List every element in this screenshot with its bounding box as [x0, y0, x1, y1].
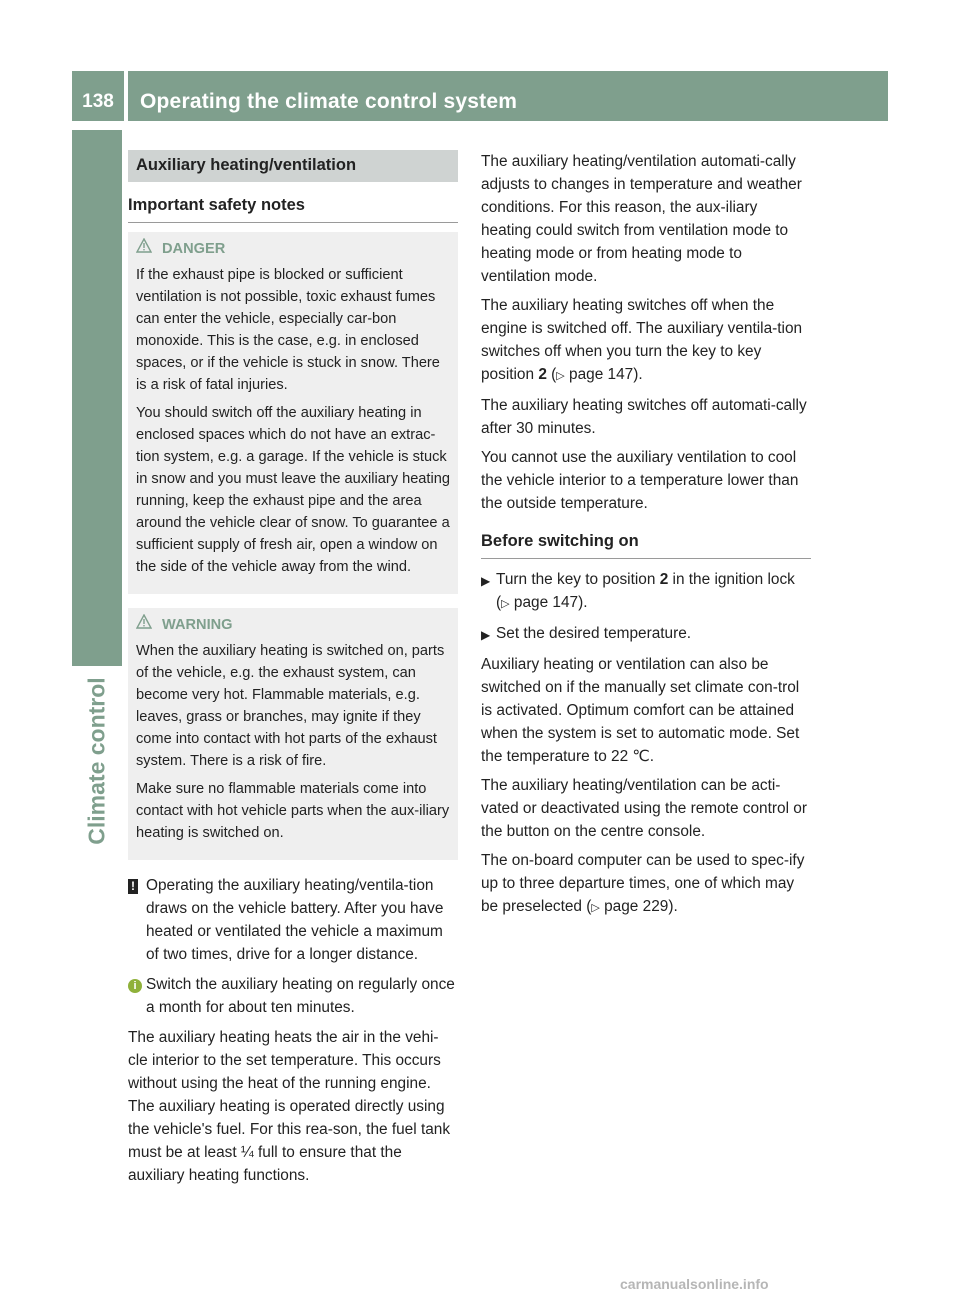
- side-tab-text: Climate control: [83, 677, 110, 845]
- page-title: Operating the climate control system: [140, 90, 518, 113]
- warning-heading: [136, 614, 450, 636]
- warning-text-2: Make sure no flammable materials come into contact with hot vehicle parts when the aux-iliary heating is switched on.: [136, 781, 450, 841]
- page-ref-icon: ▷: [501, 598, 510, 610]
- step-item: ▶ Turn the key to position 2 in the ignition lock (▷ page 147).: [481, 568, 811, 616]
- caution-note: [128, 874, 458, 966]
- exclamation-icon: !: [128, 879, 138, 894]
- page-ref-229[interactable]: page 229).: [599, 898, 678, 915]
- info-icon: i: [128, 979, 142, 993]
- step-arrow-icon: ▶: [481, 574, 491, 588]
- left-column: [128, 150, 458, 1193]
- right-column: [481, 150, 811, 926]
- watermark: carmanualsonline.info: [620, 1276, 769, 1292]
- step-item: [481, 622, 811, 647]
- warning-label: WARNING: [162, 617, 233, 633]
- paragraph-7: The on-board computer can be used to spec-ify up to three departure times, one of which may be preselected (▷ page 229).: [481, 852, 805, 915]
- caution-note-text: Operating the auxiliary heating/ventila-tion draws on the vehicle battery. After you have heated or ventilated the vehicle a maximum of two times, drive for a longer distance.: [146, 877, 444, 963]
- danger-heading: [136, 238, 450, 260]
- side-tab: [72, 130, 122, 666]
- paragraph-1: The auxiliary heating/ventilation automati-cally adjusts to changes in temperature and weather conditions. For this reason, the aux-iliary heating could switch from ventilation mode to heating mode or from heating mode to ventilation mode.: [481, 153, 802, 285]
- subheading-before-switching: Before switching on: [481, 530, 811, 559]
- warning-triangle-icon: [136, 614, 152, 636]
- info-note: [128, 973, 458, 1019]
- side-tab-label: [72, 666, 122, 856]
- danger-box: [128, 232, 458, 594]
- page-ref-icon: ▷: [591, 902, 600, 914]
- header-divider: [124, 71, 128, 121]
- page-ref-147[interactable]: page 147).: [564, 366, 643, 383]
- warning-text-1: When the auxiliary heating is switched on, parts of the vehicle, e.g. the exhaust system, can become very hot. Flammable materials, e.g. leaves, grass or branches, may ignite if they come into contact with hot parts of the exhaust system. There is a risk of fire.: [136, 643, 445, 769]
- danger-label: DANGER: [162, 241, 226, 257]
- body-text: The auxiliary heating heats the air in the vehi-cle interior to the set temperature. This occurs without using the heat of the running engine. The auxiliary heating is operated directly using the vehicle's fuel. For this rea-son, the fuel tank must be at least ¼ full to ensure that the auxiliary heating functions.: [128, 1029, 451, 1184]
- page-ref-icon: ▷: [556, 370, 565, 382]
- danger-text-1: If the exhaust pipe is blocked or sufficient ventilation is not possible, toxic exhaust fumes can enter the vehicle, especially car-bon monoxide. This is the case, e.g. in enclosed spaces, or if the vehicle is stuck in snow. There is a risk of fatal injuries.: [136, 267, 440, 393]
- info-note-text: Switch the auxiliary heating on regularly once a month for about ten minutes.: [146, 976, 455, 1016]
- paragraph-4: You cannot use the auxiliary ventilation to cool the vehicle interior to a temperature lower than the outside temperature.: [481, 449, 799, 512]
- page-number: 138: [82, 91, 114, 112]
- step-text: Set the desired temperature.: [496, 625, 692, 642]
- step-arrow-icon: ▶: [481, 628, 491, 642]
- warning-triangle-icon: [136, 238, 152, 260]
- key-position: 2: [538, 366, 547, 383]
- section-heading: Auxiliary heating/ventilation: [128, 150, 458, 182]
- danger-text-2: You should switch off the auxiliary heating in enclosed spaces which do not have an extrac-tion system, e.g. a garage. If the vehicle is stuck in snow and you must leave the auxiliary heating running, keep the exhaust pipe and the area around the vehicle clear of snow. To guarantee a sufficient supply of fresh air, open a window on the side of the vehicle away from the wind.: [136, 405, 450, 575]
- warning-box: [128, 608, 458, 860]
- paragraph-3: The auxiliary heating switches off automati-cally after 30 minutes.: [481, 397, 807, 437]
- subheading-safety: Important safety notes: [128, 194, 458, 223]
- page-ref-147[interactable]: page 147).: [509, 594, 588, 611]
- paragraph-5: Auxiliary heating or ventilation can also be switched on if the manually set climate con-trol is activated. Optimum comfort can be attained when the system is set to automatic mode. Set the temperature to 22 ℃.: [481, 656, 800, 765]
- paragraph-2: The auxiliary heating switches off when the engine is switched off. The auxiliary ventila-tion switches off when you turn the key to key position 2 (▷ page 147).: [481, 297, 803, 383]
- paragraph-6: The auxiliary heating/ventilation can be acti-vated or deactivated using the remote control or the button on the centre console.: [481, 777, 807, 840]
